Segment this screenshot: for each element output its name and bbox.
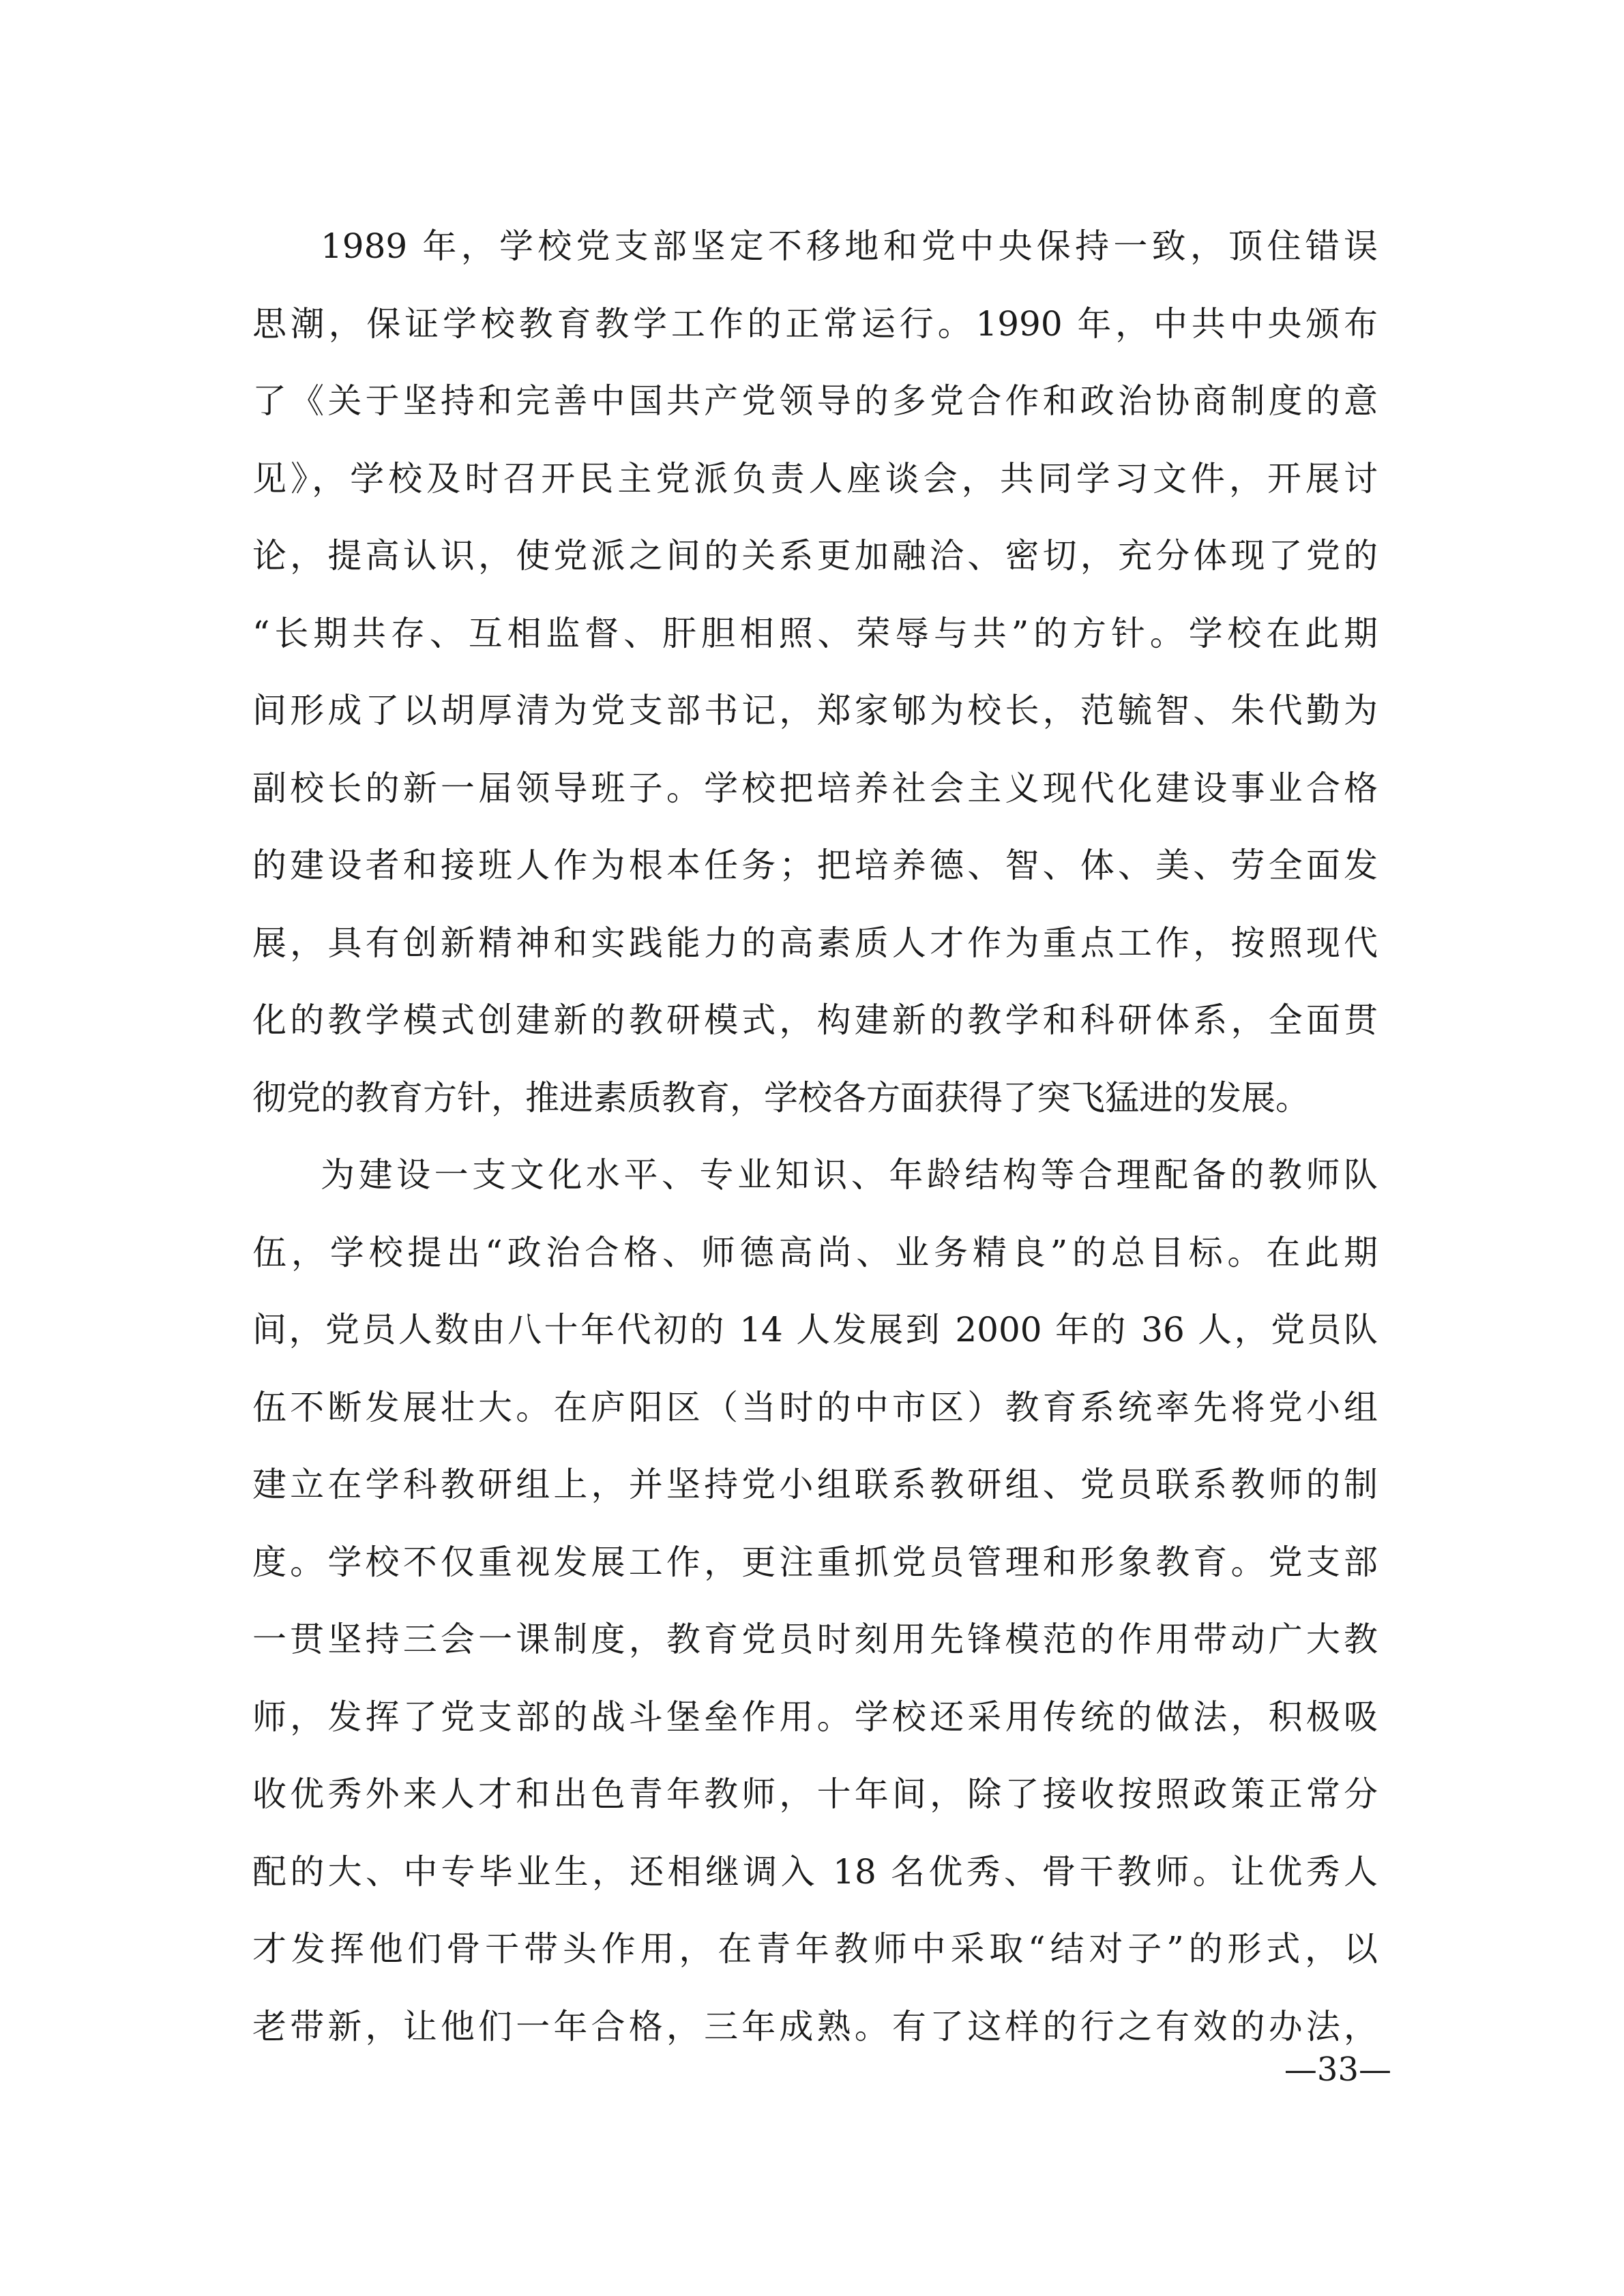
page-number: —33— xyxy=(1284,2051,1391,2089)
paragraph-2 xyxy=(252,1137,1378,2066)
paragraph-line: 见》，学校及时召开民主党派负责人座谈会，共同学习文件，开展讨 xyxy=(252,458,1378,498)
paragraph-line: 化的教学模式创建新的教研模式，构建新的教学和科研体系，全面贯 xyxy=(252,1000,1378,1040)
paragraph-line: 才发挥他们骨干带头作用，在青年教师中采取“结对子”的形式，以 xyxy=(252,1929,1378,1969)
paragraph-line: 彻党的教育方针，推进素质教育，学校各方面获得了突飞猛进的发展。 xyxy=(252,1077,1310,1118)
paragraph-line: 间形成了以胡厚清为党支部书记，郑家郇为校长，范毓智、朱代勤为 xyxy=(252,691,1378,730)
paragraph-line: 的建设者和接班人作为根本任务；把培养德、智、体、美、劳全面发 xyxy=(252,846,1378,885)
paragraph-line: “长期共存、互相监督、肝胆相照、荣辱与共”的方针。学校在此期 xyxy=(252,613,1378,653)
paragraph-line: 副校长的新一届领导班子。学校把培养社会主义现代化建设事业合格 xyxy=(252,768,1378,808)
paragraph-line: 建立在学科教研组上，并坚持党小组联系教研组、党员联系教师的制 xyxy=(252,1465,1378,1504)
paragraph-line: 了《关于坚持和完善中国共产党领导的多党合作和政治协商制度的意 xyxy=(252,381,1378,421)
body-text xyxy=(252,208,1378,2066)
paragraph-line: 思潮，保证学校教育教学工作的正常运行。1990 年，中共中央颁布 xyxy=(252,303,1378,344)
paragraph-line: 一贯坚持三会一课制度，教育党员时刻用先锋模范的作用带动广大教 xyxy=(252,1620,1378,1659)
paragraph-line: 间，党员人数由八十年代初的 14 人发展到 2000 年的 36 人，党员队 xyxy=(252,1310,1378,1350)
paragraph-line: 配的大、中专毕业生，还相继调入 18 名优秀、骨干教师。让优秀人 xyxy=(252,1851,1378,1892)
paragraph-line: 论，提高认识，使党派之间的关系更加融洽、密切，充分体现了党的 xyxy=(252,536,1378,576)
paragraph-line: 师，发挥了党支部的战斗堡垒作用。学校还采用传统的做法，积极吸 xyxy=(252,1697,1378,1737)
paragraph-line: 收优秀外来人才和出色青年教师，十年间，除了接收按照政策正常分 xyxy=(252,1774,1378,1814)
paragraph-line: 为建设一支文化水平、专业知识、年龄结构等合理配备的教师队 xyxy=(321,1155,1378,1195)
paragraph-line: 度。学校不仅重视发展工作，更注重抓党员管理和形象教育。党支部 xyxy=(252,1542,1378,1582)
paragraph-line: 伍不断发展壮大。在庐阳区（当时的中市区）教育系统率先将党小组 xyxy=(252,1387,1378,1427)
paragraph-line: 展，具有创新精神和实践能力的高素质人才作为重点工作，按照现代 xyxy=(252,923,1378,963)
paragraph-line: 1989 年，学校党支部坚定不移地和党中央保持一致，顶住错误 xyxy=(321,226,1378,266)
paragraph-line: 伍，学校提出“政治合格、师德高尚、业务精良”的总目标。在此期 xyxy=(252,1232,1378,1272)
paragraph-line: 老带新，让他们一年合格，三年成熟。有了这样的行之有效的办法， xyxy=(252,2006,1378,2046)
paragraph-1 xyxy=(252,208,1378,1137)
